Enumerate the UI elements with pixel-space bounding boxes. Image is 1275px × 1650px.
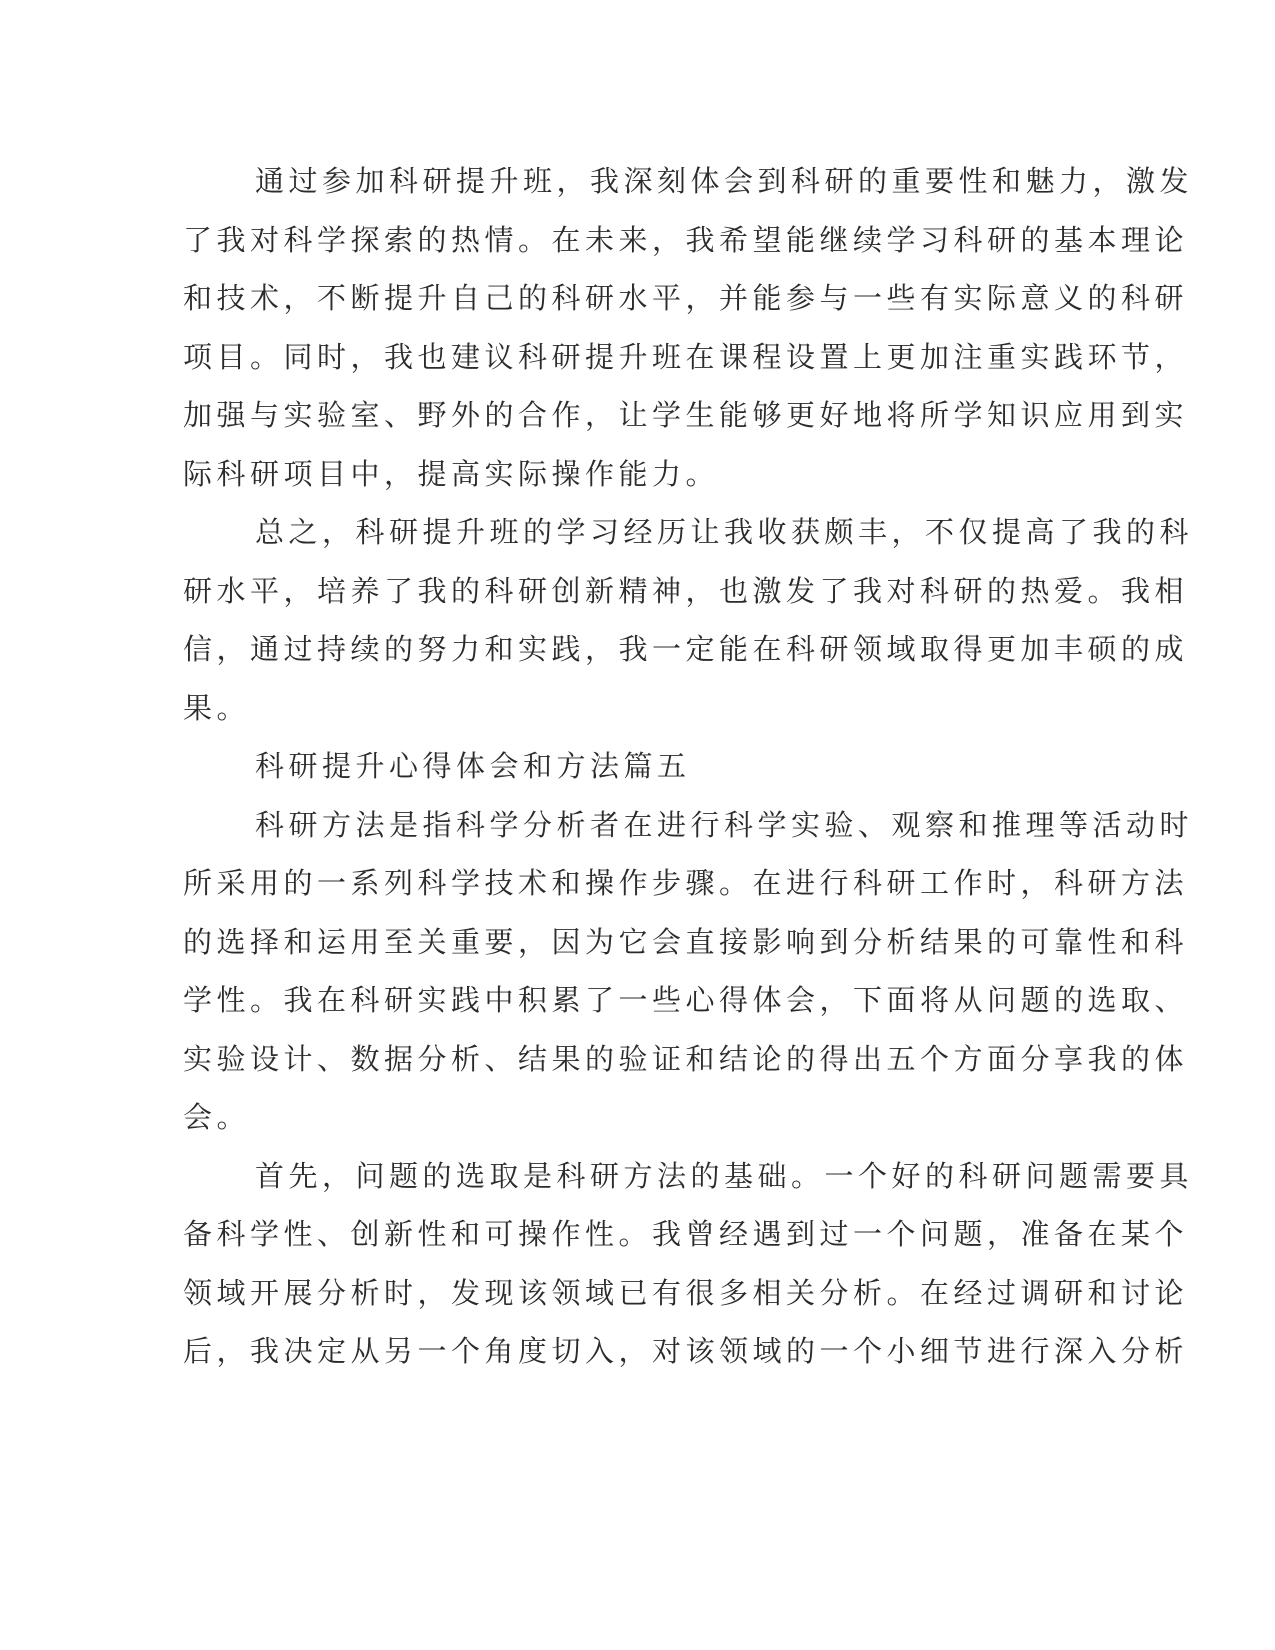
paragraph-line: 加强与实验室、野外的合作，让学生能够更好地将所学知识应用到实 <box>183 398 1189 432</box>
paragraph-line: 和技术，不断提升自己的科研水平，并能参与一些有实际意义的科研 <box>183 281 1189 315</box>
paragraph-line: 的选择和运用至关重要，因为它会直接影响到分析结果的可靠性和科 <box>183 924 1189 959</box>
paragraph-line: 了我对科学探索的热情。在未来，我希望能继续学习科研的基本理论 <box>183 222 1189 257</box>
paragraph-line: 后，我决定从另一个角度切入，对该领域的一个小细节进行深入分析 <box>183 1334 1189 1368</box>
paragraph-line: 备科学性、创新性和可操作性。我曾经遇到过一个问题，准备在某个 <box>183 1217 1189 1251</box>
section-heading: 科研提升心得体会和方法篇五 <box>255 749 691 783</box>
paragraph-line: 学性。我在科研实践中积累了一些心得体会，下面将从问题的选取、 <box>183 983 1189 1017</box>
paragraph-line: 项目。同时，我也建议科研提升班在课程设置上更加注重实践环节， <box>183 339 1189 374</box>
paragraph-line: 果。 <box>183 690 251 725</box>
paragraph-line: 科研方法是指科学分析者在进行科学实验、观察和推理等活动时 <box>255 807 1194 842</box>
paragraph-line: 会。 <box>183 1100 251 1134</box>
paragraph-line: 研水平，培养了我的科研创新精神，也激发了我对科研的热爱。我相 <box>183 573 1189 608</box>
paragraph-line: 所采用的一系列科学技术和操作步骤。在进行科研工作时，科研方法 <box>183 866 1189 900</box>
paragraph-line: 信，通过持续的努力和实践，我一定能在科研领域取得更加丰硕的成 <box>183 632 1189 666</box>
paragraph-line: 通过参加科研提升班，我深刻体会到科研的重要性和魅力，激发 <box>255 164 1194 198</box>
paragraph-line: 首先，问题的选取是科研方法的基础。一个好的科研问题需要具 <box>255 1158 1194 1193</box>
paragraph-line: 实验设计、数据分析、结果的验证和结论的得出五个方面分享我的体 <box>183 1041 1189 1076</box>
document-body <box>183 152 1194 1381</box>
paragraph-line: 总之，科研提升班的学习经历让我收获颇丰，不仅提高了我的科 <box>255 515 1194 549</box>
paragraph-line: 际科研项目中，提高实际操作能力。 <box>183 456 720 491</box>
paragraph-line: 领域开展分析时，发现该领域已有很多相关分析。在经过调研和讨论 <box>183 1275 1189 1310</box>
